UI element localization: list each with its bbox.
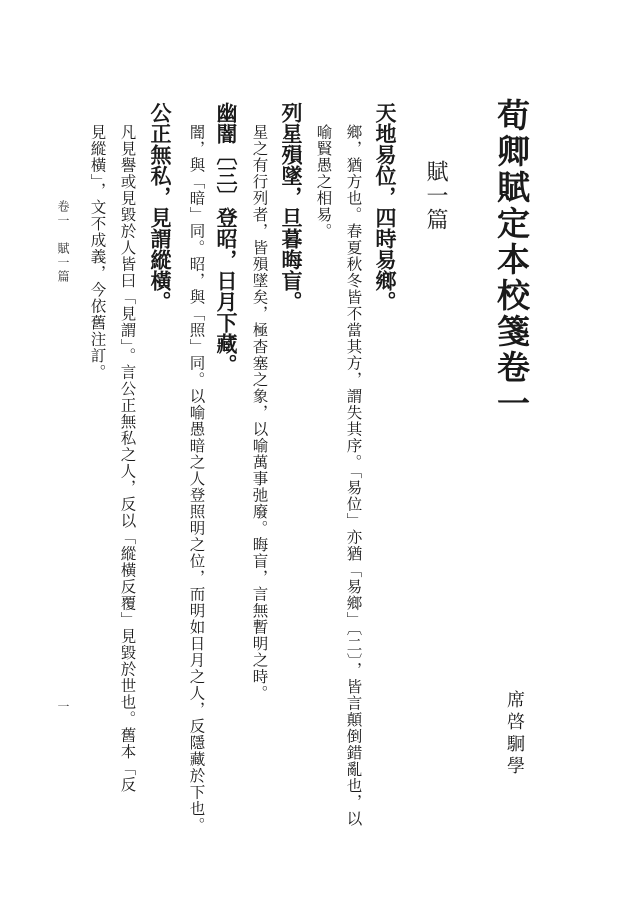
commentary-line-1: 鄉，猶方也。春夏秋冬皆不當其方，謂失其序。「易位」亦猶「易鄉」〔二〕，皆言顛倒錯亂也，以 [344, 124, 363, 827]
text-line-3: 幽闇〔三〕登昭，日月下藏。 [214, 102, 239, 375]
commentary-line-5: 凡見譽或見毀於人皆曰「見謂」。言公正無私之人，反以「縱橫反覆」見毀於世也。舊本「反 [118, 124, 137, 793]
text-line-2: 列星殞墜，旦暮晦盲。 [279, 102, 304, 312]
commentary-line-6: 見縱橫」，文不成義，今依舊注訂。 [88, 124, 107, 381]
commentary-line-4: 闇，與「暗」同。昭，與「照」同。以喻愚暗之人登照明之位，而明如日月之人，反隱藏於下也。 [187, 124, 206, 834]
text-line-4: 公正無私，見謂縱橫。 [148, 102, 173, 312]
author-line: 席啓駉學 [504, 690, 525, 778]
book-title: 荀卿賦定本校箋卷一 [492, 98, 531, 422]
commentary-line-3: 星之有行列者，皆殞墜矣，極杳塞之象，以喻萬事弛廢。晦盲，言無暫明之時。 [250, 124, 269, 702]
page-number: 一 [56, 700, 70, 712]
commentary-line-2: 喻賢愚之相易。 [314, 124, 333, 240]
section-heading: 賦一篇 [423, 160, 448, 232]
running-head: 卷一 賦一篇 [56, 200, 70, 284]
text-line-1: 天地易位，四時易鄉。 [373, 102, 398, 312]
